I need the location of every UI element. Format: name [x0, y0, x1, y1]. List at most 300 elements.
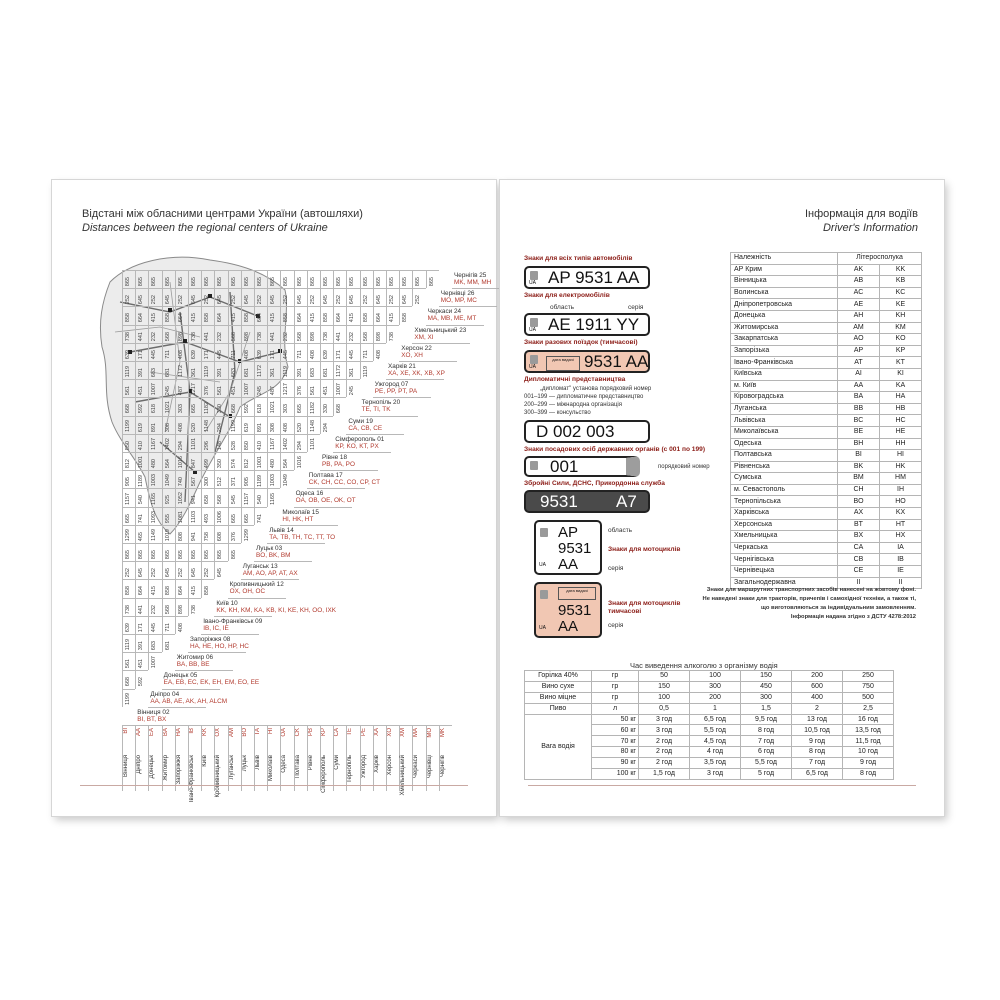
alcohol-cell: 500 — [843, 692, 894, 703]
row-city-name: Чернігів 25 — [454, 272, 487, 279]
column-city-code: AM — [228, 728, 235, 737]
column-city-code: XM — [400, 728, 407, 737]
column-city-code: CA — [334, 728, 341, 737]
distance-value: 445 — [283, 349, 290, 359]
distance-value: 1402 — [164, 437, 171, 450]
column-city-code: KK — [202, 728, 209, 737]
alcohol-cell: Вино сухе — [525, 681, 592, 692]
distance-cell — [135, 416, 148, 434]
row-divider — [320, 470, 378, 471]
region-name: АР Крим — [731, 264, 838, 276]
row-city-codes: AM, AO, AP, AT, AX — [242, 570, 298, 578]
diplomat-line-2: 200–299 — міжнародна організація — [524, 402, 622, 408]
distance-value: 415 — [191, 313, 197, 323]
region-code: BT — [838, 519, 880, 531]
distance-value: 865 — [217, 277, 224, 287]
time-cell: 4,5 год — [690, 736, 741, 747]
distance-value: 865 — [151, 277, 158, 287]
distance-value: 520 — [296, 422, 303, 432]
region-code: AB — [838, 276, 880, 288]
distance-cell — [346, 379, 359, 397]
distance-cell — [162, 561, 175, 579]
column-city-name: Черкаси — [413, 755, 420, 779]
distance-cell — [148, 634, 161, 652]
distance-cell — [228, 325, 241, 343]
distance-value: 376 — [204, 386, 211, 396]
distance-cell — [201, 470, 214, 488]
distance-value: 252 — [283, 295, 290, 305]
distance-value: 865 — [138, 550, 145, 560]
distance-value: 865 — [402, 277, 409, 287]
distance-cell — [254, 397, 267, 415]
distance-cell — [122, 634, 135, 652]
distance-value: 865 — [349, 277, 356, 287]
distance-cell — [267, 397, 280, 415]
distance-cell — [162, 288, 175, 306]
distance-cell — [254, 379, 267, 397]
distance-cell — [294, 306, 307, 324]
distance-value: 252 — [125, 568, 131, 578]
distance-value: 252 — [125, 295, 131, 305]
row-divider — [412, 343, 470, 344]
moto-temp-seria-caption: серія — [608, 622, 624, 629]
distance-value: 1052 — [177, 492, 184, 505]
distance-value: 1007 — [336, 383, 343, 396]
row-city-label — [309, 472, 380, 486]
distance-cell — [175, 488, 188, 506]
temporary-label: Знаки разових поїздок (тимчасові) — [524, 339, 638, 346]
distance-value: 252 — [336, 295, 343, 305]
electric-label: Знаки для електромобілів — [524, 292, 610, 299]
distance-cell — [148, 288, 161, 306]
row-city-codes: MO, MP, MC — [440, 297, 477, 305]
distance-value: 561 — [125, 386, 131, 396]
plate-moto-temp-l2: AA — [558, 618, 579, 635]
time-cell: 16 год — [843, 714, 894, 725]
alcohol-title: Час виведення алкоголю з організму водія — [630, 661, 778, 670]
distance-value: 1182 — [309, 401, 316, 414]
row-city-codes: PE, PP, PT, PA — [374, 388, 418, 396]
column-city-name: Полтава — [294, 755, 301, 779]
distance-value: 1021 — [270, 401, 277, 414]
diplomat-line-3: 300–399 — консульство — [524, 410, 591, 416]
column-city-name: Дніпро — [136, 755, 143, 774]
alcohol-cell: Вино міцне — [525, 692, 592, 703]
row-divider — [426, 325, 484, 326]
distance-value: 645 — [191, 295, 197, 305]
column-city-code: TE — [347, 728, 354, 736]
distance-value: 711 — [164, 350, 171, 359]
region-name: Волинська — [731, 287, 838, 299]
distance-cell — [135, 361, 148, 379]
weight-cell: 90 кг — [592, 758, 639, 769]
distance-cell — [135, 452, 148, 470]
distance-cell — [201, 452, 214, 470]
distance-value: 232 — [151, 331, 158, 341]
distance-cell — [254, 470, 267, 488]
distance-cell — [267, 416, 280, 434]
plate-electric: UA AE 1911 YY — [524, 313, 650, 336]
region-code: CH — [838, 484, 880, 496]
column-city-code: XA — [373, 728, 380, 737]
distance-cell — [135, 543, 148, 561]
time-cell: 2 год — [639, 758, 690, 769]
distance-value: 252 — [204, 568, 211, 578]
distance-value: 639 — [191, 349, 197, 359]
distance-value: 1189 — [257, 474, 263, 487]
distance-cell — [214, 270, 227, 288]
distance-cell — [175, 361, 188, 379]
alcohol-cell: гр — [592, 671, 639, 682]
distance-value: 865 — [283, 277, 290, 287]
distance-cell — [148, 325, 161, 343]
distance-value: 1157 — [125, 492, 131, 505]
distance-value: 441 — [138, 604, 145, 614]
distance-cell — [201, 561, 214, 579]
distance-value: 850 — [243, 440, 250, 450]
distance-value: 171 — [204, 349, 211, 359]
row-city-codes: TA, TB, TH, TC, TT, TO — [269, 533, 336, 541]
distance-cell — [122, 598, 135, 616]
time-cell: 8 год — [792, 747, 843, 758]
distance-value: 905 — [243, 477, 250, 487]
column-city-name: Харків — [373, 755, 380, 773]
distance-cell — [280, 361, 293, 379]
distance-value: 1119 — [204, 365, 211, 378]
distance-cell — [280, 343, 293, 361]
distance-cell — [280, 288, 293, 306]
distance-cell — [162, 579, 175, 597]
row-divider — [280, 525, 338, 526]
distance-cell — [122, 270, 135, 288]
distance-value: 148 — [217, 440, 224, 450]
weight-cell: 80 кг — [592, 747, 639, 758]
distance-value: 232 — [217, 331, 224, 341]
distance-value: 738 — [257, 331, 263, 341]
distance-value: 865 — [164, 550, 171, 560]
distance-cell — [254, 507, 267, 525]
region-code: BI — [838, 450, 880, 462]
distance-value: 1299 — [243, 528, 250, 541]
region-name: Львівська — [731, 415, 838, 427]
distance-cell — [333, 288, 346, 306]
distance-value: 1182 — [204, 401, 211, 414]
distance-cell — [135, 270, 148, 288]
distance-cell — [175, 416, 188, 434]
distance-value: 252 — [151, 568, 158, 578]
distance-value: 350 — [217, 459, 224, 469]
distance-value: 296 — [204, 440, 211, 450]
distance-cell — [122, 579, 135, 597]
distance-value: 415 — [230, 313, 237, 323]
region-name: Херсонська — [731, 519, 838, 531]
alcohol-cell: 300 — [690, 681, 741, 692]
time-cell: 2 год — [639, 747, 690, 758]
alcohol-cell: 600 — [792, 681, 843, 692]
distance-value: 512 — [217, 477, 224, 487]
row-city-name: Луганськ 13 — [242, 563, 278, 571]
time-cell: 8 год — [843, 769, 894, 780]
distance-value: 415 — [270, 313, 277, 323]
distance-cell — [201, 379, 214, 397]
distance-value: 865 — [296, 277, 303, 287]
region-code: KK — [880, 264, 922, 276]
distance-value: 300 — [204, 477, 211, 487]
distance-value: 865 — [230, 550, 237, 560]
row-divider — [148, 707, 206, 708]
distance-cell — [399, 288, 412, 306]
distance-value: 592 — [138, 404, 145, 414]
time-cell: 13 год — [792, 714, 843, 725]
distance-cell — [122, 470, 135, 488]
row-divider — [201, 634, 259, 635]
plate-military-series: A7 — [616, 491, 637, 511]
region-name: Чернівецька — [731, 566, 838, 578]
distance-cell — [320, 270, 333, 288]
moto-oblast-caption: область — [608, 527, 633, 534]
row-city-name: Черкаси 24 — [427, 308, 462, 316]
table-row — [731, 380, 922, 392]
region-code: AP — [838, 345, 880, 357]
distance-value: 664 — [336, 313, 343, 323]
distance-value: 408 — [177, 622, 184, 632]
distance-value: 664 — [138, 313, 145, 323]
distance-value: 1007 — [243, 383, 250, 396]
distance-cell — [148, 652, 161, 670]
distance-value: 865 — [125, 277, 131, 287]
row-divider — [346, 434, 404, 435]
column-city-name: Чернігів — [439, 755, 446, 778]
distance-cell — [267, 470, 280, 488]
distance-value: 441 — [138, 331, 145, 341]
distance-cell — [386, 270, 399, 288]
row-city-codes: HA, HE, HO, HP, HC — [190, 643, 249, 650]
distance-value: 1402 — [283, 437, 290, 450]
distance-cell — [254, 452, 267, 470]
distance-cell — [307, 270, 320, 288]
distance-cell — [188, 343, 201, 361]
distance-value: 858 — [323, 313, 329, 323]
row-city-codes: KK, KH, KM, KA, KB, KI, KE, KH, OO, IXK — [216, 606, 337, 614]
distance-value: 645 — [138, 295, 145, 305]
table-row — [731, 287, 922, 299]
distance-cell — [201, 416, 214, 434]
region-name: Миколаївська — [731, 426, 838, 438]
region-code: BC — [838, 415, 880, 427]
distance-value: 410 — [257, 440, 263, 450]
distance-cell — [135, 434, 148, 452]
alcohol-cell: 50 — [639, 671, 690, 682]
region-name: Чернігівська — [731, 554, 838, 566]
distance-cell — [307, 325, 320, 343]
distance-value: 865 — [191, 277, 197, 287]
distance-cell — [254, 270, 267, 288]
table-row — [525, 703, 894, 714]
distance-value: 252 — [177, 568, 184, 578]
distance-cell — [294, 325, 307, 343]
distance-value: 664 — [177, 313, 184, 323]
distance-value: 592 — [138, 677, 145, 687]
distance-value: 665 — [191, 404, 197, 414]
row-divider — [439, 306, 497, 307]
distance-cell — [241, 288, 254, 306]
distance-value: 445 — [151, 622, 158, 632]
region-code: KB — [880, 276, 922, 288]
distance-table — [82, 255, 492, 803]
distance-cell — [346, 343, 359, 361]
distance-value: 865 — [125, 550, 131, 560]
distance-value: 865 — [389, 277, 395, 287]
distance-value: 361 — [270, 368, 277, 378]
distance-cell — [201, 488, 214, 506]
column-city-code: HA — [175, 728, 182, 737]
distance-value: 645 — [402, 295, 409, 305]
distance-value: 361 — [349, 368, 356, 378]
row-city-label — [362, 399, 401, 413]
distance-cell — [162, 306, 175, 324]
right-subtitle: Driver's Information — [822, 222, 918, 234]
region-name: Загальнодержавна — [731, 577, 838, 589]
table-row — [731, 310, 922, 322]
distance-value: 738 — [125, 331, 131, 341]
row-city-label — [164, 672, 260, 686]
table-row — [731, 276, 922, 288]
distance-value: 1119 — [362, 365, 369, 378]
distance-cell — [122, 397, 135, 415]
distance-value: 865 — [151, 550, 158, 560]
distance-cell — [294, 416, 307, 434]
column-city-name: Рівне — [307, 755, 314, 771]
distance-cell — [188, 434, 201, 452]
distance-value: 1149 — [151, 529, 158, 541]
distance-cell — [228, 434, 241, 452]
row-city-label — [401, 345, 432, 359]
distance-value: 408 — [375, 349, 382, 359]
region-name: Запорізька — [731, 345, 838, 357]
row-city-label — [269, 527, 335, 541]
alcohol-table — [524, 670, 894, 780]
plate-moto-l3: AA — [558, 556, 579, 573]
region-code: HE — [880, 426, 922, 438]
distance-cell — [307, 397, 320, 415]
time-cell: 9,5 год — [741, 714, 792, 725]
distance-cell — [214, 434, 227, 452]
distance-value: 451 — [323, 386, 329, 396]
time-cell: 6,5 год — [690, 714, 741, 725]
distance-cell — [162, 616, 175, 634]
row-divider — [188, 652, 246, 653]
header-ownership: Належність — [731, 253, 838, 265]
distance-cell — [241, 306, 254, 324]
distance-value: 645 — [164, 295, 171, 305]
distance-value: 865 — [217, 550, 224, 560]
distance-value: 664 — [375, 313, 382, 323]
distance-value: 252 — [204, 295, 211, 305]
column-city-name: Вінниця — [123, 755, 129, 777]
distance-cell — [148, 543, 161, 561]
region-name: Одеська — [731, 438, 838, 450]
distance-cell — [201, 270, 214, 288]
distance-value: 925 — [164, 495, 171, 505]
column-city-code: AA — [136, 728, 143, 737]
distance-cell — [241, 325, 254, 343]
distance-value: 858 — [204, 313, 211, 323]
alcohol-cell: 200 — [792, 671, 843, 682]
column-city-code: XO — [387, 728, 393, 737]
literals-table — [730, 252, 922, 589]
row-city-name: Миколаїв 15 — [282, 508, 319, 516]
distance-value: 668 — [125, 677, 131, 687]
distance-cell — [280, 306, 293, 324]
plate-standard-text: AP 9531 AA — [548, 267, 640, 287]
distance-cell — [280, 452, 293, 470]
distance-value: 465 — [138, 531, 145, 541]
distance-cell — [214, 416, 227, 434]
distance-value: 941 — [191, 495, 197, 505]
distance-value: 294 — [217, 422, 224, 432]
distance-cell — [214, 325, 227, 343]
left-title-block — [82, 207, 363, 235]
distance-cell — [188, 416, 201, 434]
region-code: HC — [880, 415, 922, 427]
alcohol-cell: Горілка 40% — [525, 671, 592, 682]
distance-value: 568 — [164, 604, 171, 614]
issue-date-box: дата видачі — [546, 356, 580, 371]
time-cell: 3,5 год — [690, 758, 741, 769]
distance-value: 865 — [257, 277, 263, 287]
region-code: CA — [838, 542, 880, 554]
row-city-name: Рівне 18 — [322, 454, 348, 461]
distance-cell — [360, 343, 373, 361]
distance-cell — [346, 361, 359, 379]
alcohol-cell: 450 — [741, 681, 792, 692]
region-name: Івано-Франківська — [731, 357, 838, 369]
row-city-name: Кропивницький 12 — [229, 581, 284, 589]
distance-cell — [148, 561, 161, 579]
distance-cell — [201, 361, 214, 379]
distance-cell — [267, 270, 280, 288]
row-city-name: Тернопіль 20 — [361, 399, 401, 407]
distance-cell — [188, 452, 201, 470]
row-divider — [254, 561, 312, 562]
distance-value: 865 — [415, 277, 422, 287]
distance-cell — [426, 270, 439, 288]
distance-value: 330 — [323, 404, 329, 414]
distance-value: 858 — [402, 313, 409, 323]
region-code: AC — [838, 287, 880, 299]
row-city-label — [177, 654, 213, 668]
distance-value: 480 — [151, 459, 158, 469]
distance-cell — [214, 488, 227, 506]
alcohol-cell: Пиво — [525, 703, 592, 714]
distance-value: 665 — [243, 513, 250, 523]
left-subtitle: Distances between the regional centers of Ukraine — [82, 222, 328, 234]
distance-value: 308 — [270, 422, 277, 432]
region-code: HM — [880, 473, 922, 485]
distance-value: 245 — [349, 386, 356, 396]
distance-value: 561 — [309, 386, 316, 396]
distance-cell — [214, 343, 227, 361]
row-city-label — [322, 454, 355, 468]
distance-cell — [188, 270, 201, 288]
plate-electric-text: AE 1911 YY — [548, 314, 640, 334]
distance-cell — [294, 288, 307, 306]
distance-value: 232 — [151, 604, 158, 614]
distance-value: 451 — [138, 386, 145, 396]
distance-value: 245 — [164, 386, 171, 396]
distance-cell — [307, 288, 320, 306]
row-divider — [333, 452, 391, 453]
